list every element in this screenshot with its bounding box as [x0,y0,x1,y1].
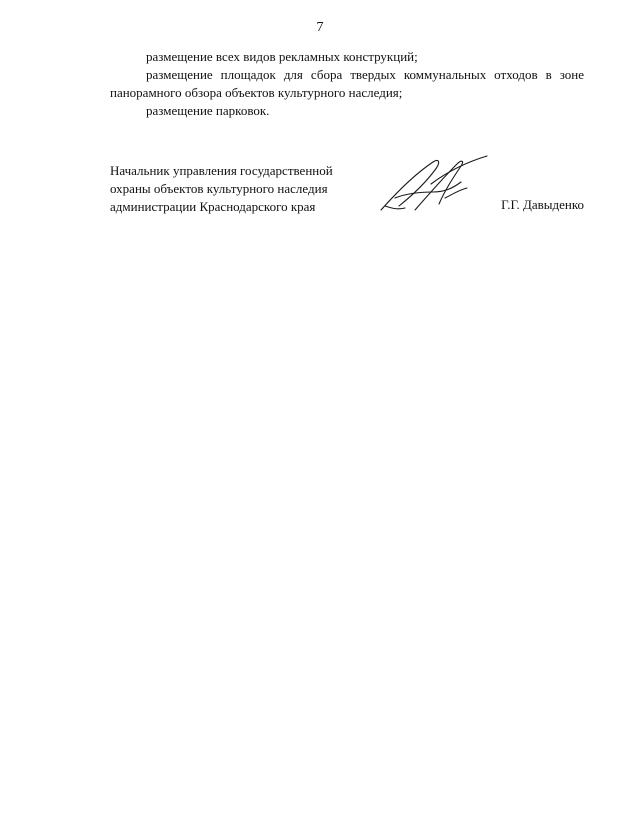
signature-block [110,162,584,222]
signer-position [110,162,370,216]
paragraph-parking: размещение парковок. [146,103,270,118]
handwritten-signature [375,148,495,218]
signer-position-line: Начальник управления государственной [110,163,333,178]
signer-position-line: охраны объектов культурного наследия [110,181,328,196]
page-number: 7 [316,20,324,35]
paragraph-advertising: размещение всех видов рекламных конструкций; [146,49,418,64]
body-text [110,48,584,120]
signer-name: Г.Г. Давыденко [501,197,584,212]
paragraph-waste-sites: размещение площадок для сбора твердых коммунальных отходов в зоне панорамного обзора объектов культурного наследия; [110,67,584,100]
signer-position-line: администрации Краснодарского края [110,199,316,214]
